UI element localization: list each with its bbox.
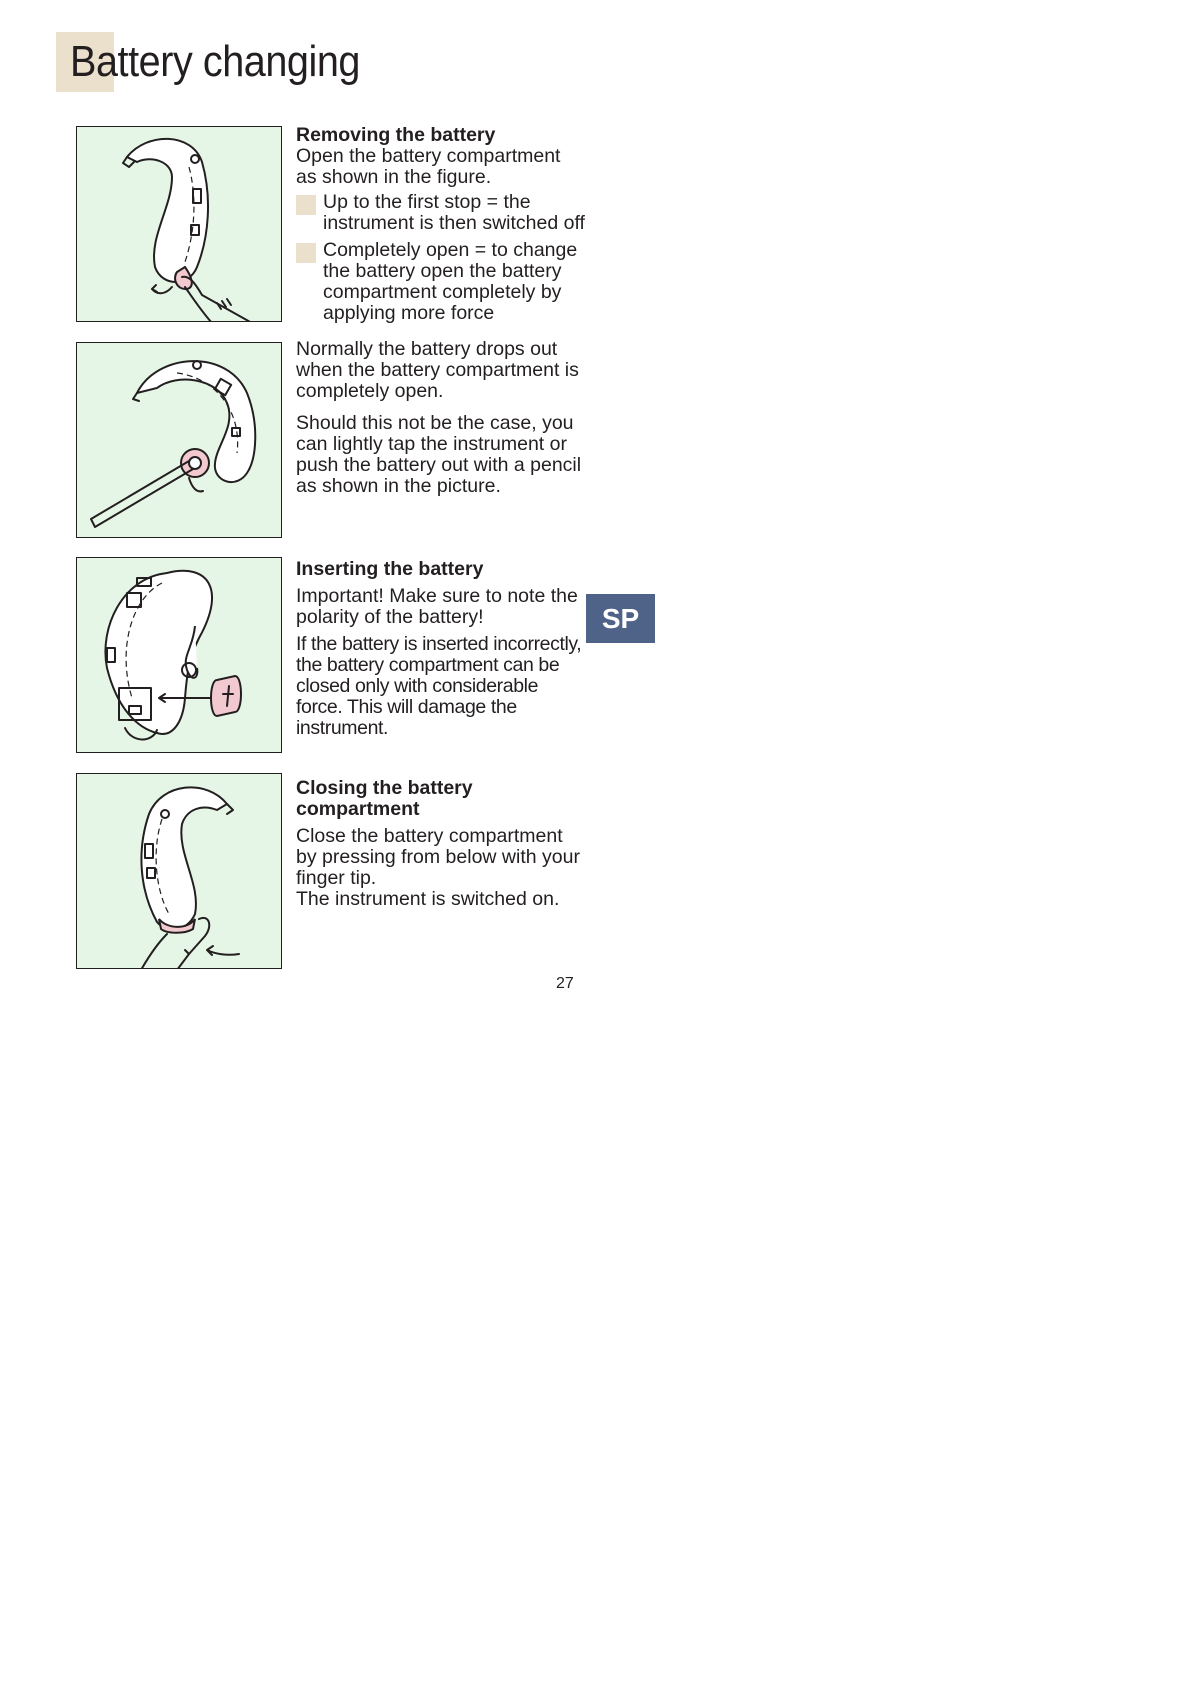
section-battery-drops-out <box>296 339 586 497</box>
removing-intro: Open the battery compartment as shown in the figure. <box>296 145 561 188</box>
hearing-aid-opening-icon <box>77 127 282 322</box>
bullet-first-stop <box>296 192 586 234</box>
closing-paragraph: Close the battery compartment by pressing from below with your finger tip. <box>296 825 580 889</box>
bullet-square-icon <box>296 195 316 215</box>
page-number: 27 <box>556 975 574 992</box>
bullet-square-icon <box>296 243 316 263</box>
hearing-aid-pencil-icon <box>77 343 282 538</box>
language-tab: SP <box>586 594 655 643</box>
pencil-paragraph: Should this not be the case, you can lightly tap the instrument or push the battery out with a pencil as shown in the picture. <box>296 412 582 497</box>
removing-heading: Removing the battery <box>296 124 496 146</box>
figure-removing-battery <box>76 126 282 322</box>
polarity-paragraph: Important! Make sure to note the polarity of the battery! <box>296 585 578 628</box>
hearing-aid-closing-icon <box>77 774 282 969</box>
inserting-heading: Inserting the battery <box>296 558 484 580</box>
figure-inserting-battery <box>76 557 282 753</box>
incorrect-insertion-paragraph: If the battery is inserted incorrectly, the battery compartment can be closed only with considerable force. This will damage the instrument. <box>296 633 582 739</box>
bullet-text: Completely open = to change the battery open the battery compartment completely by applying more force <box>323 239 578 324</box>
figure-battery-pencil <box>76 342 282 538</box>
page-title: Battery changing <box>70 37 360 86</box>
drops-out-paragraph: Normally the battery drops out when the battery compartment is completely open. <box>296 338 579 402</box>
figure-closing-compartment <box>76 773 282 969</box>
section-removing-battery <box>296 125 586 324</box>
bullet-text: Up to the first stop = the instrument is then switched off <box>323 191 585 234</box>
section-inserting-battery <box>296 559 586 739</box>
hearing-aid-battery-insert-icon <box>77 558 282 753</box>
switched-on-paragraph: The instrument is switched on. <box>296 888 560 910</box>
section-closing-compartment <box>296 778 586 910</box>
closing-heading: Closing the battery compartment <box>296 777 473 820</box>
bullet-completely-open <box>296 240 586 324</box>
